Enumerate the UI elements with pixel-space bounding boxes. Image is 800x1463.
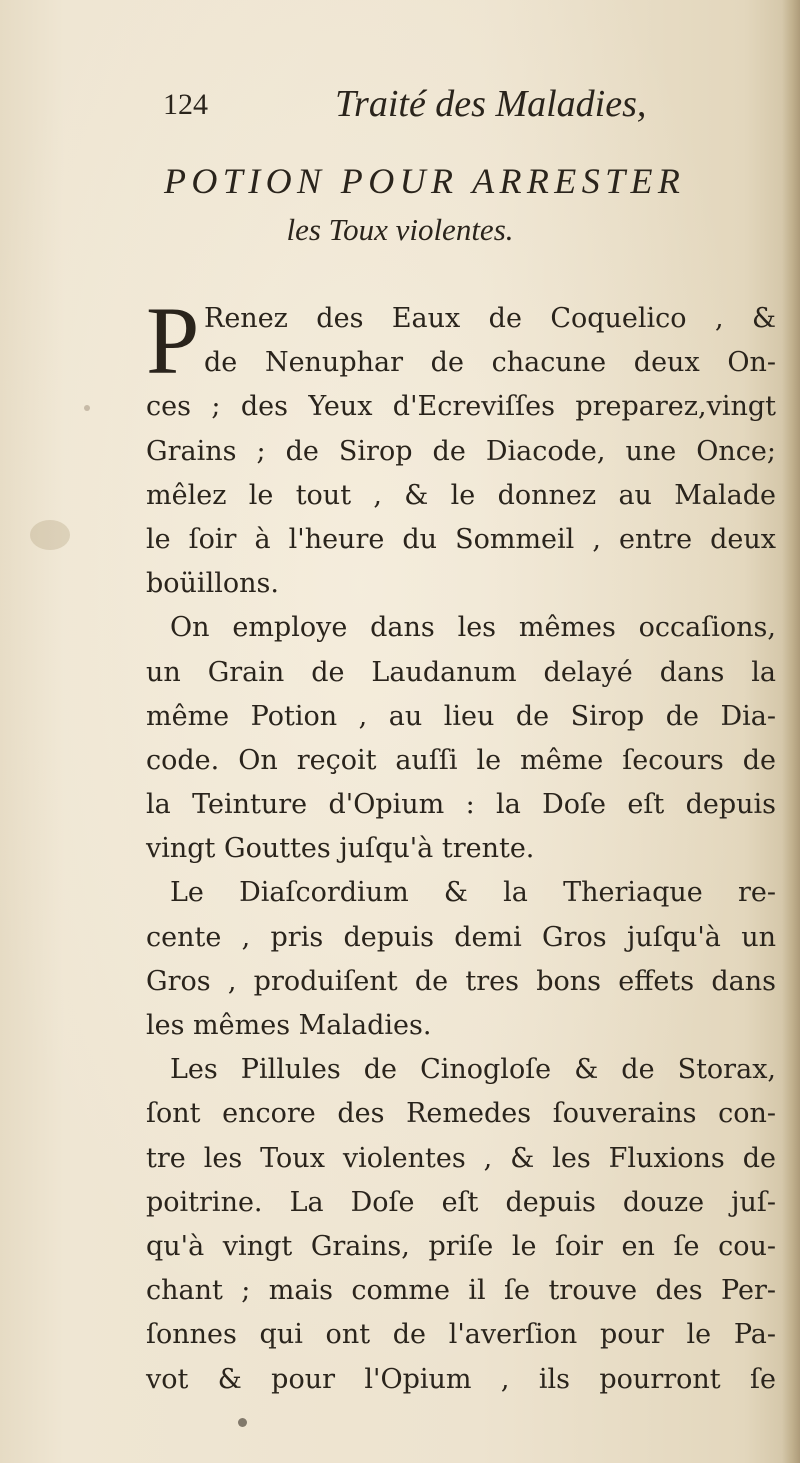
text-line: le ſoir à l'heure du Sommeil , entre deux [146,523,776,555]
text-line: vingt Gouttes juſqu'à trente. [146,833,535,865]
text-line: les mêmes Maladies. [146,1010,432,1041]
section-subtitle: les Toux violentes. [286,212,514,247]
text-line: ſont encore des Remedes ſouverains con- [146,1098,776,1130]
text-line: poitrine. La Doſe eſt depuis douze juſ- [146,1186,776,1218]
text-line: ces ; des Yeux d'Ecreviſſes preparez,vingt [146,391,776,423]
text-line: de Nenuphar de chacune deux On- [204,347,776,379]
text-line: cente , pris depuis demi Gros juſqu'à un [146,921,776,953]
text-line: code. On reçoit auſſi le même ſecours de [146,744,776,776]
body-text [146,287,776,1402]
page-header [0,78,800,138]
paper-spot [238,1418,247,1427]
text-line: qu'à vingt Grains, priſe le ſoir en ſe cou- [146,1230,776,1262]
text-line: ſonnes qui ont de l'averſion pour le Pa- [146,1319,776,1351]
running-head: Traité des Maladies, [335,83,647,125]
text-line: Grains ; de Sirop de Diacode, une Once; [146,435,776,467]
section-title: POTION POUR ARRESTER [164,161,686,201]
text-line: la Teinture d'Opium : la Doſe eſt depuis [146,789,776,821]
text-line: chant ; mais comme il ſe trouve des Per- [146,1275,776,1307]
text-line: vot & pour l'Opium , ils pourront ſe [146,1363,776,1395]
text-line: boüillons. [146,568,279,600]
text-line: un Grain de Laudanum delayé dans la [146,656,776,688]
page-number: 124 [163,88,208,121]
paper-spot [30,520,70,550]
text-line: Renez des Eaux de Coquelico , & [204,303,776,334]
text-line: Gros , produiſent de tres bons effets dans [146,965,776,997]
paper-spot [84,405,90,411]
text-line: On employe dans les mêmes occaſions, [170,612,776,644]
text-line: tre les Toux violentes , & les Fluxions de [146,1142,776,1174]
text-line: même Potion , au lieu de Sirop de Dia- [146,700,776,732]
text-line: mêlez le tout , & le donnez au Malade [146,479,776,511]
text-line: Le Diaſcordium & la Theriaque re- [170,877,776,909]
text-line: Les Pillules de Cinogloſe & de Storax, [170,1054,776,1086]
drop-cap: P [146,287,200,394]
